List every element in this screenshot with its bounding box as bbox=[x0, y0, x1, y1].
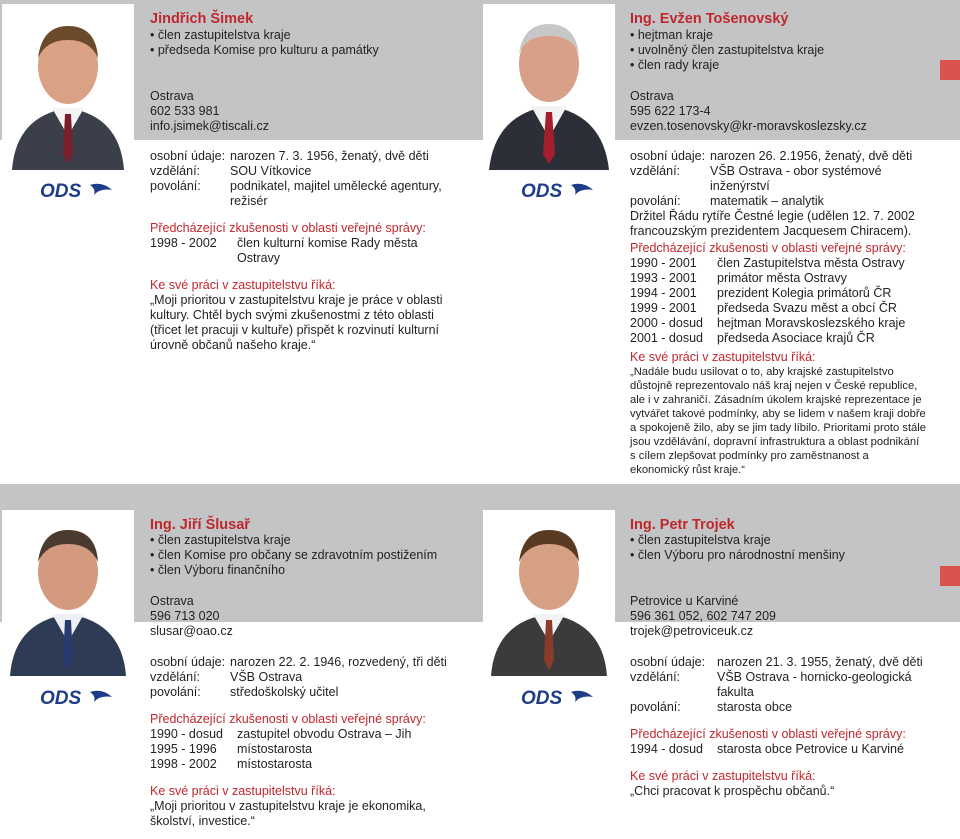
history-heading: Předcházející zkušenosti v oblasti veřejné správy: bbox=[630, 727, 906, 741]
ods-logo bbox=[521, 179, 631, 201]
accent-square-middle bbox=[940, 566, 960, 586]
contact-email: info.jsimek@tiscali.cz bbox=[150, 119, 269, 133]
info-row: vzdělání: VŠB Ostrava - obor systémové inženýrství bbox=[630, 164, 882, 193]
quote-text: „Chci pracovat k prospěchu občanů.“ bbox=[630, 784, 835, 798]
contact-city: Ostrava bbox=[150, 594, 194, 608]
ods-logo bbox=[40, 686, 150, 708]
contact-block bbox=[150, 89, 269, 134]
info-row: osobní údaje: narozen 22. 2. 1946, rozvedený, tři děti bbox=[150, 655, 447, 669]
svg-text:ODS: ODS bbox=[40, 688, 82, 708]
history-row: 1993 - 2001 primátor města Ostravy bbox=[630, 271, 847, 285]
roles-list bbox=[630, 533, 845, 563]
roles-list bbox=[150, 28, 379, 58]
info-row: povolání: starosta obce bbox=[630, 700, 793, 714]
role-item: • předseda Komise pro kulturu a památky bbox=[150, 43, 379, 58]
contact-email: trojek@petroviceuk.cz bbox=[630, 624, 754, 638]
role-item: • člen Komise pro občany se zdravotním postižením bbox=[150, 548, 437, 563]
history-row: 1994 - dosud starosta obce Petrovice u Karviné bbox=[630, 742, 904, 756]
svg-text:ODS: ODS bbox=[40, 181, 82, 201]
role-item: • člen zastupitelstva kraje bbox=[150, 28, 379, 43]
quote-heading: Ke své práci v zastupitelstvu říká: bbox=[150, 278, 336, 292]
info-block bbox=[630, 655, 930, 799]
contact-city: Ostrava bbox=[150, 89, 194, 103]
contact-phone: 595 622 173-4 bbox=[630, 104, 711, 118]
history-row: 1990 - 2001 člen Zastupitelstva města Ostravy bbox=[630, 256, 905, 270]
contact-block bbox=[630, 594, 776, 639]
role-item: • uvolněný člen zastupitelstva kraje bbox=[630, 43, 824, 58]
history-row: 1995 - 1996 místostarosta bbox=[150, 742, 313, 756]
quote-text: „Moji prioritou v zastupitelstvu kraje je práce v oblasti kultury. Chtěl bych svými zkušenostmi z této oblasti (třicet let pracuji v kultuře) přispět k rozvinutí kulturní úrovně občanů našeho kraje.“ bbox=[150, 293, 443, 352]
person-name: Ing. Evžen Tošenovský bbox=[630, 11, 789, 27]
history-row: 1990 - dosud zastupitel obvodu Ostrava – Jih bbox=[150, 727, 412, 741]
role-item: • člen Výboru pro národnostní menšiny bbox=[630, 548, 845, 563]
contact-email: slusar@oao.cz bbox=[150, 624, 233, 638]
info-row: osobní údaje: narozen 26. 2.1956, ženatý, dvě děti bbox=[630, 149, 913, 163]
award-note: Držitel Řádu rytíře Čestné legie (udělen 12. 7. 2002 francouzským prezidentem Jacquesem Chiracem). bbox=[630, 209, 915, 238]
info-row: osobní údaje: narozen 7. 3. 1956, ženatý, dvě děti bbox=[150, 149, 429, 163]
role-item: • člen zastupitelstva kraje bbox=[150, 533, 437, 548]
info-block bbox=[150, 149, 446, 353]
history-row: 1998 - 2002 místostarosta bbox=[150, 757, 313, 771]
info-block bbox=[630, 149, 926, 477]
history-row: 1998 - 2002 člen kulturní komise Rady města Ostravy bbox=[150, 236, 418, 265]
info-row: povolání: středoškolský učitel bbox=[150, 685, 339, 699]
person-name: Ing. Petr Trojek bbox=[630, 517, 735, 533]
role-item: • hejtman kraje bbox=[630, 28, 824, 43]
history-row: 2000 - dosud hejtman Moravskoslezského kraje bbox=[630, 316, 906, 330]
contact-city: Petrovice u Karviné bbox=[630, 594, 739, 608]
history-heading: Předcházející zkušenosti v oblasti veřejné správy: bbox=[150, 221, 426, 235]
role-item: • člen Výboru finančního bbox=[150, 563, 437, 578]
roles-list bbox=[150, 533, 437, 578]
history-row: 1994 - 2001 prezident Kolegia primátorů ČR bbox=[630, 286, 892, 300]
contact-phone: 602 533 981 bbox=[150, 104, 220, 118]
history-heading: Předcházející zkušenosti v oblasti veřejné správy: bbox=[630, 241, 906, 255]
contact-email: evzen.tosenovsky@kr-moravskoslezsky.cz bbox=[630, 119, 867, 133]
portrait-photo bbox=[2, 4, 134, 170]
quote-heading: Ke své práci v zastupitelstvu říká: bbox=[630, 350, 816, 364]
info-row: povolání: podnikatel, majitel umělecké agentury, režisér bbox=[150, 179, 442, 208]
info-row: vzdělání: SOU Vítkovice bbox=[150, 164, 312, 178]
contact-phone: 596 361 052, 602 747 209 bbox=[630, 609, 776, 623]
role-item: • člen zastupitelstva kraje bbox=[630, 533, 845, 548]
person-name: Ing. Jiří Šlusař bbox=[150, 517, 250, 533]
svg-text:ODS: ODS bbox=[521, 181, 563, 201]
quote-heading: Ke své práci v zastupitelstvu říká: bbox=[150, 784, 336, 798]
history-row: 2001 - dosud předseda Asociace krajů ČR bbox=[630, 331, 875, 345]
svg-text:ODS: ODS bbox=[521, 688, 563, 708]
portrait-photo bbox=[483, 510, 615, 676]
info-block bbox=[150, 655, 450, 829]
ods-logo bbox=[521, 686, 631, 708]
quote-text: „Moji prioritou v zastupitelstvu kraje je ekonomika, školství, investice.“ bbox=[150, 799, 426, 828]
contact-phone: 596 713 020 bbox=[150, 609, 220, 623]
role-item: • člen rady kraje bbox=[630, 58, 824, 73]
info-row: vzdělání: VŠB Ostrava - hornicko-geologická fakulta bbox=[630, 670, 912, 699]
portrait-photo bbox=[483, 4, 615, 170]
info-row: vzdělání: VŠB Ostrava bbox=[150, 670, 303, 684]
person-name: Jindřich Šimek bbox=[150, 11, 254, 27]
history-row: 1999 - 2001 předseda Svazu měst a obcí ČR bbox=[630, 301, 897, 315]
quote-text: „Nadále budu usilovat o to, aby krajské zastupitelstvo důstojně reprezentovalo náš kraj nejen v České republice, ale i v zahraničí. Zásadním úkolem krajské reprezentace je vytvářet takové podmínky, aby se lidem v našem kraji dobře a spokojeně žilo, aby se jim tady líbilo. Prioritami proto stále jsou vzdělávání, dopravní infrastruktura a oblast podnikání s cílem zlepšovat podmínky pro zaměstnanost a ekonomický růst kraje.“ bbox=[630, 366, 926, 476]
roles-list bbox=[630, 28, 824, 73]
info-row: osobní údaje: narozen 21. 3. 1955, ženatý, dvě děti bbox=[630, 655, 923, 669]
quote-heading: Ke své práci v zastupitelstvu říká: bbox=[630, 769, 816, 783]
contact-block bbox=[150, 594, 233, 639]
portrait-photo bbox=[2, 510, 134, 676]
ods-logo bbox=[40, 179, 150, 201]
contact-block bbox=[630, 89, 867, 134]
accent-square-top bbox=[940, 60, 960, 80]
info-row: povolání: matematik – analytik bbox=[630, 194, 824, 208]
contact-city: Ostrava bbox=[630, 89, 674, 103]
history-heading: Předcházející zkušenosti v oblasti veřejné správy: bbox=[150, 712, 426, 726]
